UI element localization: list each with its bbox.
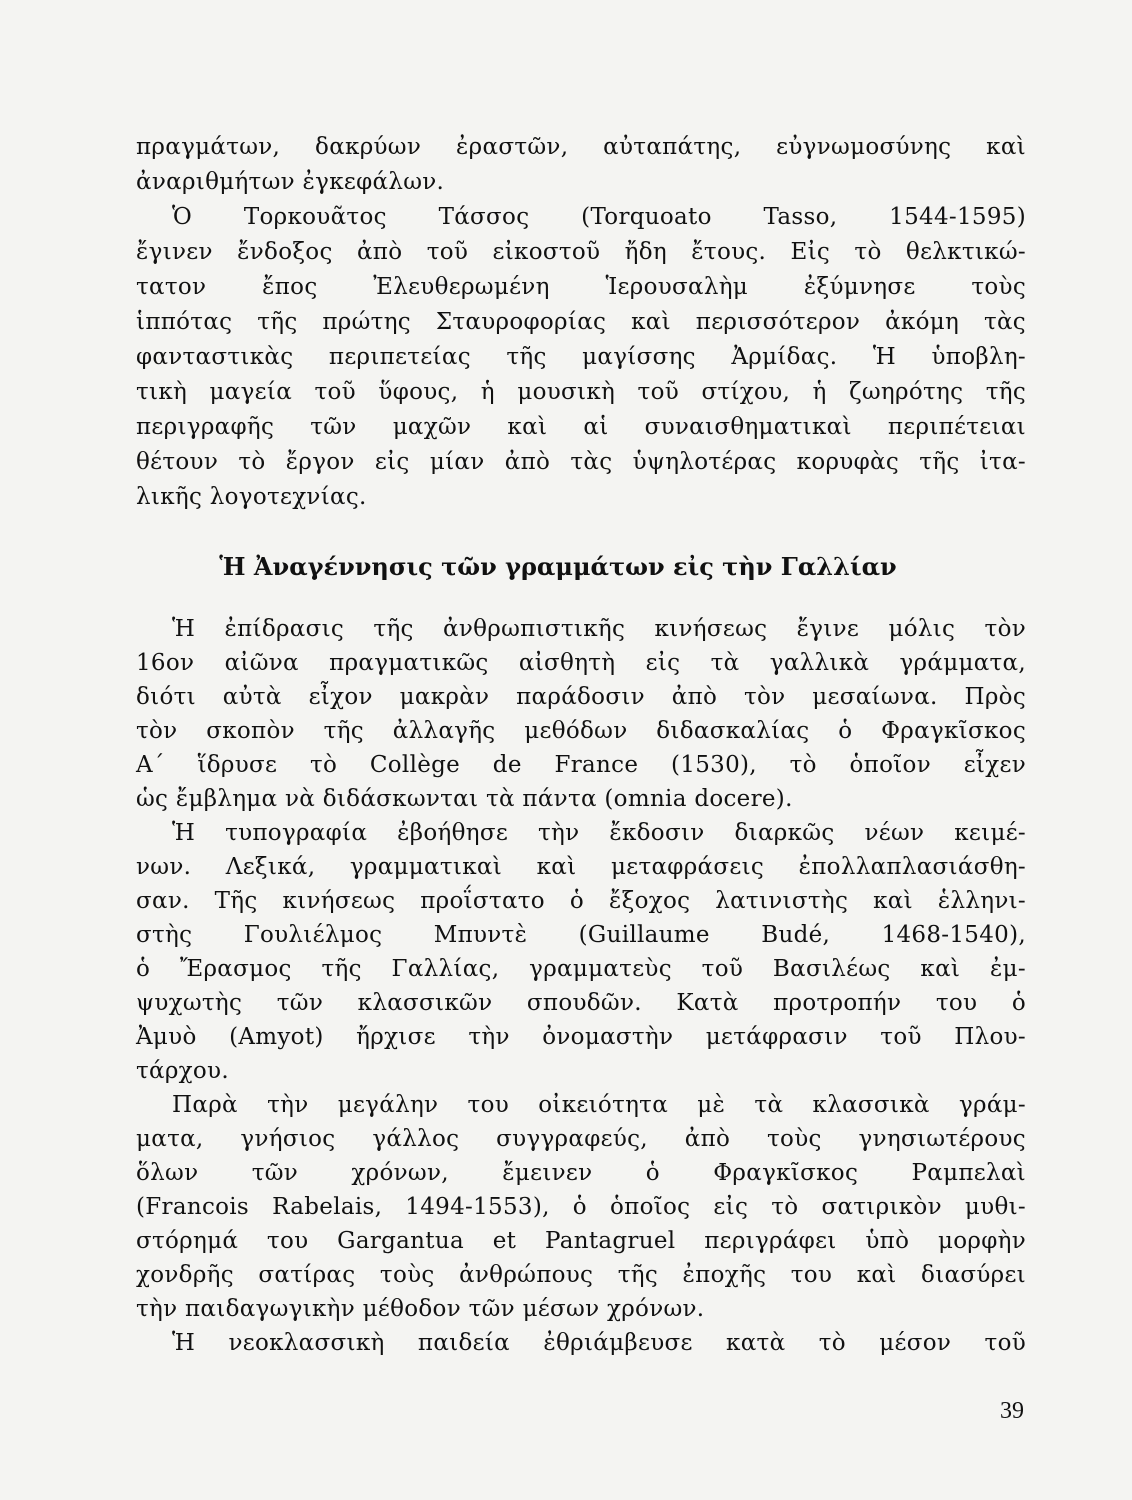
text-line: τάρχου. — [136, 1058, 229, 1084]
text-line: ὅλων τῶν χρόνων, ἔμεινεν ὁ Φραγκῖσκος Ραμπελαὶ — [136, 1160, 1026, 1186]
section-heading: Ἡ Ἀναγέννησις τῶν γραμμάτων εἰς τὴν Γαλλίαν — [219, 552, 897, 581]
text-line: Ἀμυὸ (Amyot) ἤρχισε τὴν ὀνομαστὴν μετάφρασιν τοῦ Πλου- — [136, 1024, 1026, 1050]
text-line: σαν. Τῆς κινήσεως προΐστατο ὁ ἔξοχος λατινιστὴς καὶ ἑλληνι- — [136, 888, 1026, 914]
text-line: ἀναριθμήτων ἐγκεφάλων. — [136, 169, 445, 195]
text-line: τατον ἔπος Ἐλευθερωμένη Ἱερουσαλὴμ ἐξύμνησε τοὺς — [136, 274, 1026, 300]
text-line: Ἡ νεοκλασσικὴ παιδεία ἐθριάμβευσε κατὰ τὸ μέσον τοῦ — [172, 1330, 1026, 1356]
text-line: νων. Λεξικά, γραμματικαὶ καὶ μεταφράσεις ἐπολλαπλασιάσθη- — [136, 854, 1026, 880]
text-line: ψυχωτὴς τῶν κλασσικῶν σπουδῶν. Κατὰ προτροπήν του ὁ — [136, 990, 1026, 1016]
text-line: διότι αὐτὰ εἶχον μακρὰν παράδοσιν ἀπὸ τὸν μεσαίωνα. Πρὸς — [136, 684, 1026, 710]
text-line: πραγμάτων, δακρύων ἐραστῶν, αὐταπάτης, εὐγνωμοσύνης καὶ — [136, 134, 1026, 160]
text-line: τικὴ μαγεία τοῦ ὕφους, ἡ μουσικὴ τοῦ στίχου, ἡ ζωηρότης τῆς — [136, 379, 1026, 405]
text-line: Ἡ ἐπίδρασις τῆς ἀνθρωπιστικῆς κινήσεως ἔγινε μόλις τὸν — [172, 616, 1026, 642]
text-line: Α΄ ἵδρυσε τὸ Collège de France (1530), τὸ ὁποῖον εἶχεν — [136, 752, 1026, 778]
text-line: ὡς ἔμβλημα νὰ διδάσκωνται τὰ πάντα (omnia docere). — [136, 786, 793, 812]
text-line: ἱππότας τῆς πρώτης Σταυροφορίας καὶ περισσότερον ἀκόμη τὰς — [136, 309, 1026, 335]
text-line: τὴν παιδαγωγικὴν μέθοδον τῶν μέσων χρόνων. — [136, 1296, 705, 1322]
text-line: στόρημά του Gargantua et Pantagruel περιγράφει ὑπὸ μορφὴν — [136, 1228, 1026, 1254]
text-line: Ἡ τυπογραφία ἐβοήθησε τὴν ἔκδοσιν διαρκῶς νέων κειμέ- — [172, 820, 1026, 846]
text-line: χονδρῆς σατίρας τοὺς ἀνθρώπους τῆς ἐποχῆς του καὶ διασύρει — [136, 1262, 1026, 1288]
text-line: φανταστικὰς περιπετείας τῆς μαγίσσης Ἀρμίδας. Ἡ ὑποβλη- — [136, 344, 1026, 370]
text-line: θέτουν τὸ ἔργον εἰς μίαν ἀπὸ τὰς ὑψηλοτέρας κορυφὰς τῆς ἰτα- — [136, 449, 1026, 475]
text-line: περιγραφῆς τῶν μαχῶν καὶ αἱ συναισθηματικαὶ περιπέτειαι — [136, 414, 1026, 440]
text-line: στὴς Γουλιέλμος Μπυντὲ (Guillaume Budé, 1468-1540), — [136, 922, 1026, 948]
text-line: Ὁ Τορκουᾶτος Τάσσος (Torquoato Tasso, 1544-1595) — [172, 204, 1026, 230]
text-line: ὁ Ἔρασμος τῆς Γαλλίας, γραμματεὺς τοῦ Βασιλέως καὶ ἐμ- — [136, 956, 1026, 982]
text-line: 16ον αἰῶνα πραγματικῶς αἰσθητὴ εἰς τὰ γαλλικὰ γράμματα, — [136, 650, 1026, 676]
page-number: 39 — [1000, 1398, 1024, 1424]
text-line: λικῆς λογοτεχνίας. — [136, 484, 367, 510]
text-line: (Francois Rabelais, 1494-1553), ὁ ὁποῖος εἰς τὸ σατιρικὸν μυθι- — [136, 1194, 1026, 1220]
text-line: ματα, γνήσιος γάλλος συγγραφεύς, ἀπὸ τοὺς γνησιωτέρους — [136, 1126, 1026, 1152]
text-line: τὸν σκοπὸν τῆς ἀλλαγῆς μεθόδων διδασκαλίας ὁ Φραγκῖσκος — [136, 718, 1026, 744]
text-line: Παρὰ τὴν μεγάλην του οἰκειότητα μὲ τὰ κλασσικὰ γράμ- — [172, 1092, 1026, 1118]
text-line: ἔγινεν ἔνδοξος ἀπὸ τοῦ εἰκοστοῦ ἤδη ἔτους. Εἰς τὸ θελκτικώ- — [136, 239, 1026, 265]
